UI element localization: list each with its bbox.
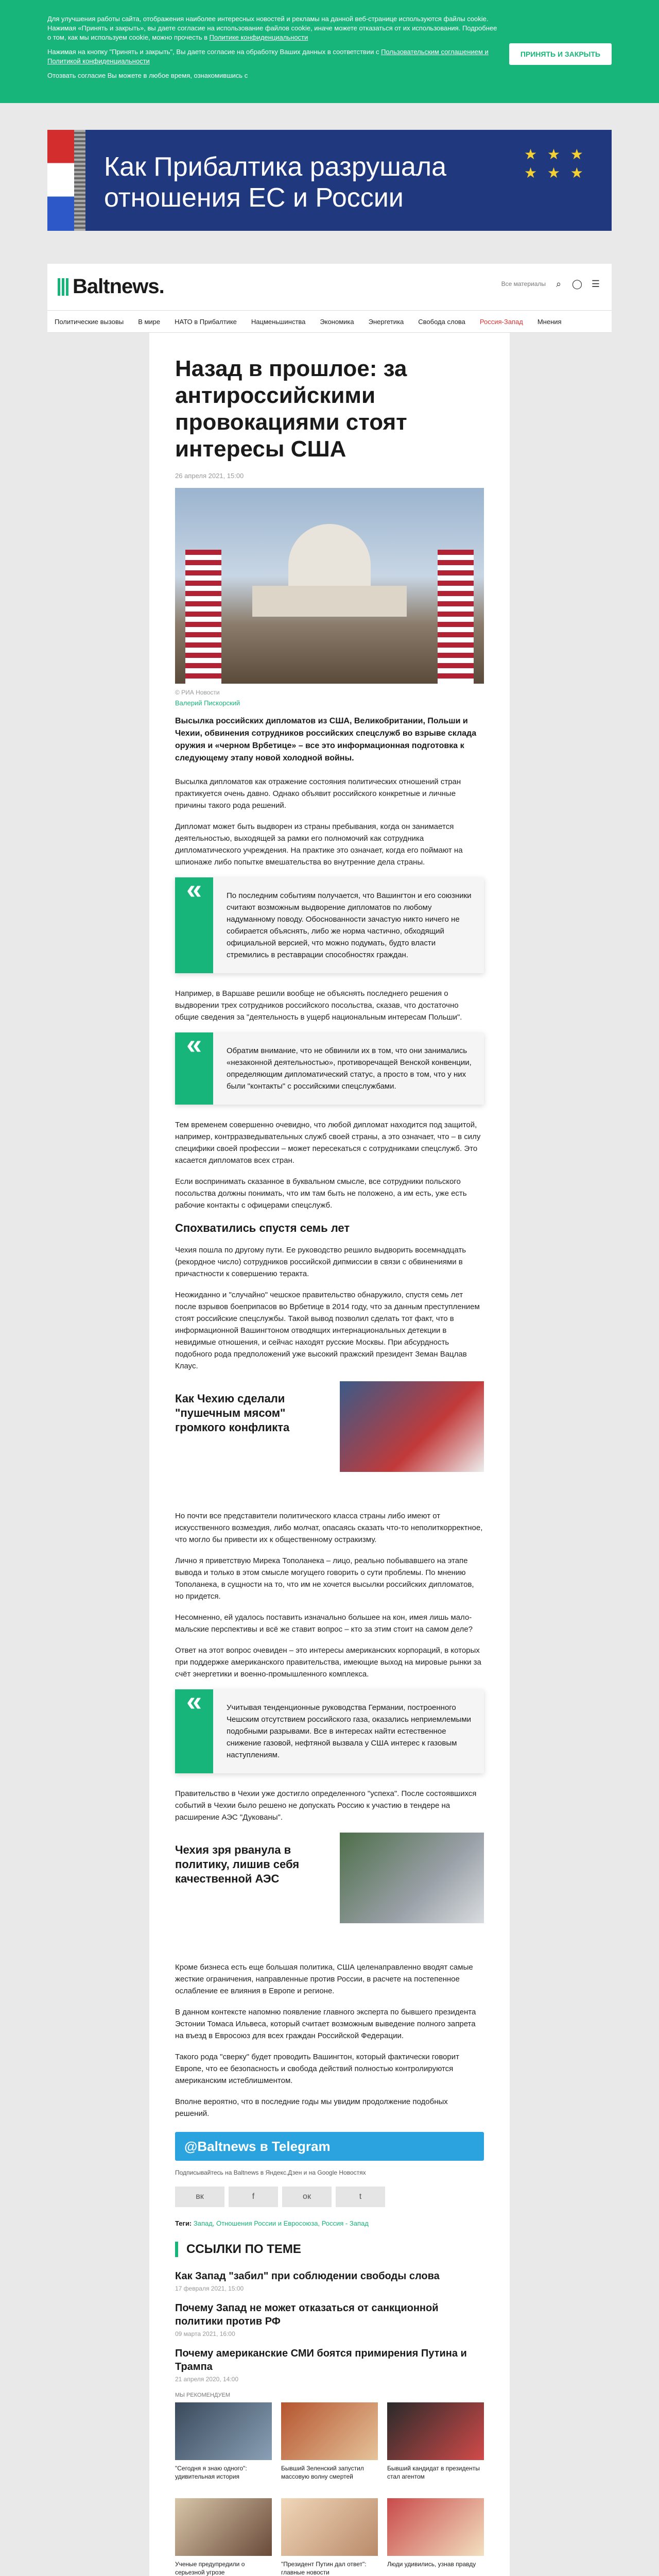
related-card[interactable] [175,1833,484,1946]
ad-banner[interactable] [47,130,612,231]
banner-headline: Как Прибалтика разрушала отношения ЕС и России [104,152,447,213]
quote-icon: « [175,1689,213,1773]
quote-icon: « [175,1032,213,1105]
feed-card[interactable]: Люди удивились, узнав правду [387,2498,484,2576]
recommend-grid [175,2402,484,2576]
author-link[interactable]: Валерий Пискорский [175,699,240,707]
cookie-agreement-link[interactable]: Пользовательским соглашением и Политикой конфиденциальности [47,48,489,65]
cookie-policy-link[interactable]: Политике конфиденциальности [209,33,308,41]
related-link[interactable]: Почему американские СМИ боятся примирения Путина и Трампа 21 апреля 2020, 14:00 [175,2348,467,2383]
paragraph: Такого рода "сверку" будет проводить Вашингтон, который фактически говорит Европе, что ее безопасность и свобода действий полностью контролируются американским истеблишментом. [175,2053,459,2085]
tag-links[interactable]: Запад, Отношения России и Евросоюза, Россия - Запад [193,2219,369,2227]
paragraph: В данном контексте напомню появление главного эксперта по бывшего президента Эстонии Томаса Ильвеса, который считает возможным выведение полного запрета на въезд в Евросоюз для всех граждан Российской Федерации. [175,2008,476,2040]
user-icon[interactable]: ◯ [571,279,583,289]
nav-item[interactable]: Экономика [320,317,354,326]
cookie-text-3: Отозвать согласие Вы можете в любое время, ознакомившись с [47,72,248,79]
paragraph: Ответ на этот вопрос очевиден – это интересы американских корпораций, в которых при поддержке американского правительства, имеющие выход на мировые рынки за счёт энергетики и военно-промышленного комплекса. [175,1646,481,1679]
flag-graphic [47,130,74,231]
nav-item-active[interactable]: Россия-Запад [479,317,523,326]
article-date: 26 апреля 2021, 15:00 [175,472,244,480]
related-link[interactable]: Как Запад "забил" при соблюдении свободы слова 17 февраля 2021, 15:00 [175,2270,440,2292]
zipper-graphic [74,130,85,231]
logo-text: Baltnews. [73,275,164,298]
related-link[interactable]: Почему Запад не может отказаться от санкционной политики против РФ 09 марта 2021, 16:00 [175,2302,439,2337]
menu-icon[interactable]: ☰ [591,279,600,289]
article-lead: Высылка российских дипломатов из США, Великобритании, Польши и Чехии, обвинения сотрудников российских спецслужб во взрыве склада оружия и «черном Врбетице» – все это информационная подготовка к следующему этапу новой холодной войны. [175,717,477,762]
feed-card[interactable]: "Президент Путин дал ответ": главные новости [281,2498,378,2576]
related-section-title: ССЫЛКИ ПО ТЕМЕ [175,2242,484,2257]
nav-item[interactable]: Энергетика [368,317,404,326]
nav-item[interactable]: НАТО в Прибалтике [175,317,237,326]
quote-block: « Обратим внимание, что не обвинили их в том, что они занимались «незаконной деятельностью», противоречащей Венской конвенции, определяющим дипломатический статус, а просто в том, что у них были "контакты" с российскими спецслужбами. [175,1032,484,1105]
feed-card[interactable]: Бывший кандидат в президенты стал агентом [387,2402,484,2489]
tags: Теги: Запад, Отношения России и Евросоюза, Россия - Запад [175,2219,369,2227]
paragraph: Но почти все представители политического класса страны либо имеют от искусственного возмездия, либо молчат, опасаясь сказать что-то неполиткорректное, что могло бы привести их к общественному остракизму. [175,1512,483,1544]
quote-block: « По последним событиям получается, что Вашингтон и его союзники считают возможным выдворение дипломатов по любому надуманному поводу. Обоснованности зачастую никто ничего не собирается объяснять, либо же норма частично, обходящий официальной версией, что можно подумать, будто власти стремились в реставрации способностях граждан. [175,877,484,973]
paragraph: Несомненно, ей удалось поставить изначально большее на кон, имея лишь мало-мальские перспективы и всё же ставит вопрос – кто за этим стоит на самом деле? [175,1613,473,1634]
cookie-text: Для улучшения работы сайта, отображения наиболее интересных новостей и рекламы на данной веб-странице используются файлы cookie. Нажимая «Принять и закрыть», вы даете согласие на использование файлов cookie, иначе можете отказаться от их использования. Подробнее о том, как мы используем cookie, можно прочесть в Политике конфиденциальности [47,15,497,41]
cookie-text-2: Нажимая на кнопку "Принять и закрыть", Вы даете согласие на обработку Ваших данных в соответствии с Пользовательским соглашением и Политикой конфиденциальности [47,48,489,65]
paragraph: Например, в Варшаве решили вообще не объяснять последнего решения о выдворении трех сотрудников российского посольства, сказав, что достаточно общие сведения за "деятельность в ущерб национальным интересам Польши". [175,989,462,1022]
main-nav [47,310,612,333]
nav-item[interactable]: Политические вызовы [55,317,124,326]
related-title: Чехия зря рванула в политику, лишив себя качественной АЭС [175,1843,300,1885]
quote-block: « Учитывая тенденционные руководства Германии, построенного Чешским отсутствием российского газа, оказались неприемлемыми подобными разрывами. Все в интересах найти естественное снижение газовой, нефтяной вызвала у США интерес к газовым наступлениям. [175,1689,484,1773]
subheading: Спохватились спустя семь лет [175,1222,350,1234]
header-tools [501,278,601,290]
image-caption: © РИА Новости [175,689,220,696]
telegram-button[interactable]: @Baltnews в Telegram [175,2132,484,2161]
nav-item[interactable]: В мире [138,317,161,326]
article [149,333,510,2576]
logo[interactable] [58,275,164,298]
paragraph: Если воспринимать сказанное в буквальном смысле, все сотрудники польского посольства должны понимать, что им там быть не положено, а им есть, уже есть рабочие контакты с офицерами спецслужб. [175,1177,467,1210]
related-card[interactable] [175,1381,484,1495]
feed-card[interactable]: "Сегодня я знаю одного": удивительная история [175,2402,272,2489]
paragraph: Неожиданно и "случайно" чешское правительство обнаружило, спустя семь лет после взрывов боеприпасов во Врбетице в 2014 году, что за данным преступлением стоят российские спецслужбы. Такой вывод позволил сделать тот факт, что в информационной Вашингтоном отводящих интернациональных детекции в невидимые отношения, и сейчас находят русские Москвы. При абсурдность подобного рода предположений уже высокий пражский президент Земан Вацлав Клаус. [175,1291,480,1370]
paragraph: Правительство в Чехии уже достигло определенного "успеха". После состоявшихся событий в Чехии было решено не допускать Россию к участию в тендере на расширение АЭС "Дукованы". [175,1789,477,1822]
feed-label: МЫ РЕКОМЕНДУЕМ [175,2392,230,2398]
paragraph: Высылка дипломатов как отражение состояния политических отношений стран практикуется очень давно. Однако объявит российского конкретные и личные причины такого рода решений. [175,777,461,810]
nav-item[interactable]: Свобода слова [418,317,465,326]
all-materials-link[interactable]: Все материалы [501,280,546,287]
accept-button[interactable]: ПРИНЯТЬ И ЗАКРЫТЬ [509,43,612,65]
feed-card[interactable]: Бывший Зеленский запустил массовую волну смертей [281,2402,378,2489]
vk-icon[interactable]: вк [175,2187,224,2207]
share-bar [175,2187,484,2207]
feed-card[interactable]: Ученые предупредили о серьезной угрозе [175,2498,272,2576]
site-header [47,264,612,310]
related-image [340,1381,484,1472]
facebook-icon[interactable]: f [229,2187,278,2207]
related-title: Как Чехию сделали "пушечным мясом" громкого конфликта [175,1392,290,1434]
paragraph: Чехия пошла по другому пути. Ее руководство решило выдворить восемнадцать (рекордное число) сотрудников российской дипмиссии в связи с обвинениями в причастности к совершению теракта. [175,1246,466,1278]
cookie-banner [0,0,659,103]
hero-image [175,488,484,684]
paragraph: Кроме бизнеса есть еще большая политика, США целенаправленно вводят самые жесткие ограничения, направленные против России, в расчете на постепенное ослабление ее влияния в Европе и регионе. [175,1963,473,1995]
related-image [340,1833,484,1923]
article-title: Назад в прошлое: за антироссийскими провокациями стоят интересы США [175,356,407,462]
nav-item[interactable]: Мнения [537,317,562,326]
logo-bars-icon [58,278,68,296]
subscribe-text: Подписывайтесь на Baltnews в Яндекс.Дзен и на Google Новостях [175,2169,366,2176]
paragraph: Вполне вероятно, что в последние годы мы увидим продолжение подобных решений. [175,2097,448,2118]
ok-icon[interactable]: ок [282,2187,332,2207]
nav-item[interactable]: Нацменьшинства [251,317,306,326]
twitter-icon[interactable]: t [336,2187,385,2207]
search-icon[interactable]: ⌕ [556,279,562,289]
paragraph: Тем временем совершенно очевидно, что любой дипломат находится под защитой, например, контрразведывательных служб своей страны, а это означает, что – в силу специфики своей профессии – может пересекаться с сотрудниками спецслужб. Это касается дипломатов всех стран. [175,1121,481,1165]
eu-stars: ★ ★ ★ ★ ★ ★ [524,146,586,181]
paragraph: Лично я приветствую Мирека Тополанека – лицо, реально побывавшего на этапе вывода и только в этом смысле могущего говорить о сути проблемы. По мнению Тополанека, в сущности на то, что им не хочется высылки российских дипломатов, но придется. [175,1556,474,1601]
paragraph: Дипломат может быть выдворен из страны пребывания, когда он занимается деятельностью, выходящей за рамки его полномочий как сотрудника дипломатического учреждения. На практике это означает, когда его поймают на шпионаже либо попытке вмешательства во внутренние дела страны. [175,822,463,867]
quote-icon: « [175,877,213,973]
